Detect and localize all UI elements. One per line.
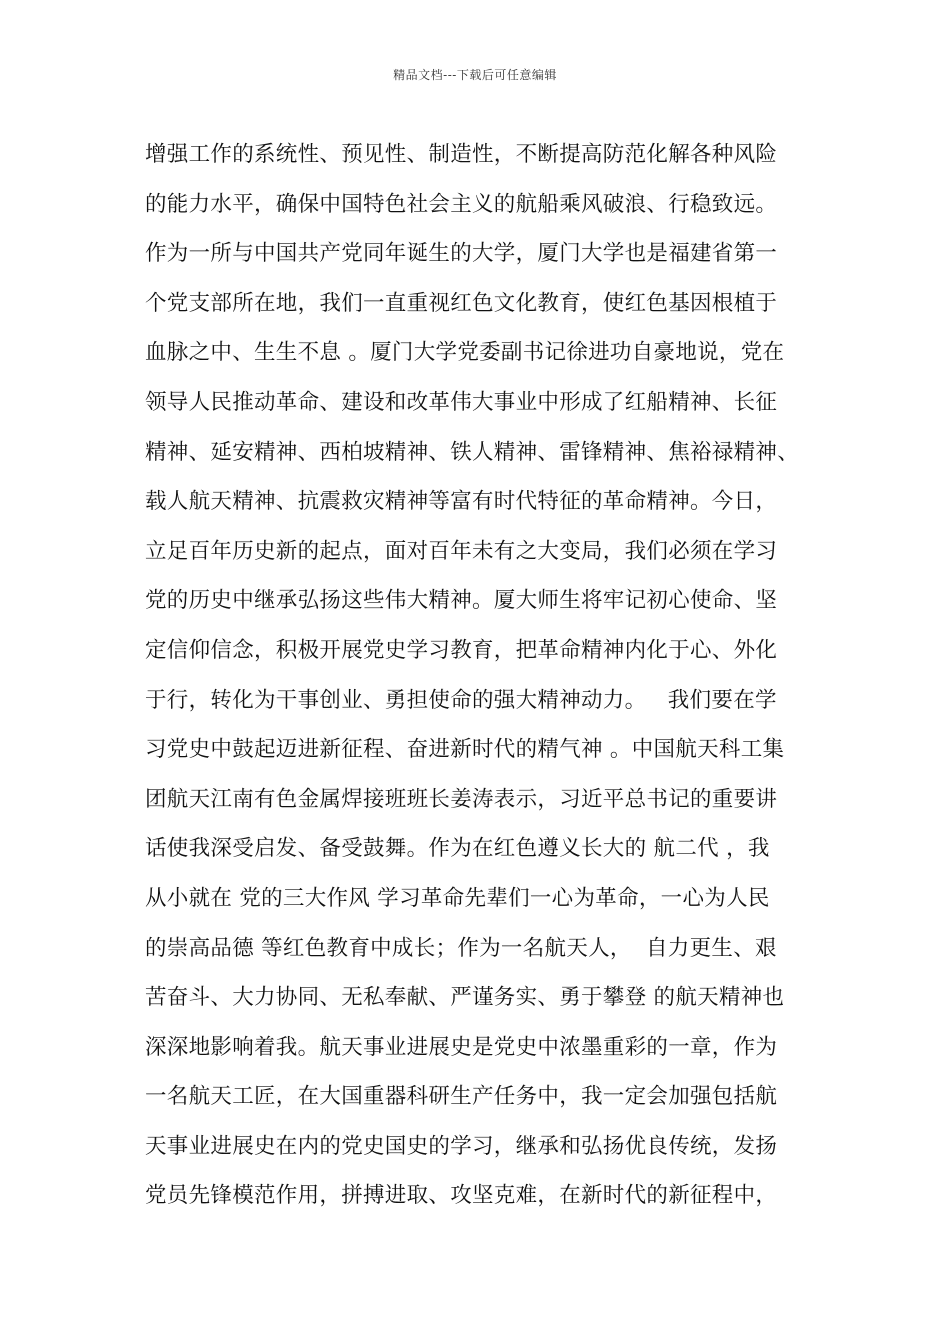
text-line: 精神、延安精神、西柏坡精神、铁人精神、雷锋精神、焦裕禄精神、 bbox=[145, 439, 800, 465]
text-line: 话使我深受启发、备受鼓舞。作为在红色遵义长大的 航二代 ，我 bbox=[145, 836, 770, 862]
text-line: 血脉之中、生生不息 。厦门大学党委副书记徐进功自豪地说，党在 bbox=[145, 340, 785, 366]
text-line: 从小就在 党的三大作风 学习革命先辈们一心为革命，一心为人民 bbox=[145, 885, 770, 911]
text-line: 深深地影响着我。航天事业进展史是党史中浓墨重彩的一章，作为 bbox=[145, 1034, 778, 1060]
text-line: 的崇高品德 等红色教育中成长；作为一名航天人， 自力更生、艰 bbox=[145, 935, 777, 961]
text-line: 个党支部所在地，我们一直重视红色文化教育，使红色基因根植于 bbox=[145, 290, 778, 316]
text-line: 习党史中鼓起迈进新征程、奋进新时代的精气神 。中国航天科工集 bbox=[145, 737, 785, 763]
text-line: 一名航天工匠，在大国重器科研生产任务中，我一定会加强包括航 bbox=[145, 1084, 778, 1110]
text-line: 党员先锋模范作用，拼搏进取、攻坚克难，在新时代的新征程中， bbox=[145, 1183, 778, 1209]
text-line: 领导人民推动革命、建设和改革伟大事业中形成了红船精神、长征 bbox=[145, 389, 778, 415]
document-body bbox=[145, 130, 825, 1221]
text-line: 立足百年历史新的起点，面对百年未有之大变局，我们必须在学习 bbox=[145, 538, 778, 564]
text-line: 苦奋斗、大力协同、无私奉献、严谨务实、勇于攀登 的航天精神也 bbox=[145, 985, 785, 1011]
text-line: 团航天江南有色金属焊接班班长姜涛表示，习近平总书记的重要讲 bbox=[145, 786, 778, 812]
text-line: 增强工作的系统性、预见性、制造性，不断提高防范化解各种风险 bbox=[145, 142, 778, 167]
page-header: 精品文档---下载后可任意编辑 bbox=[393, 68, 557, 82]
text-line: 载人航天精神、抗震救灾精神等富有时代特征的革命精神。今日， bbox=[145, 489, 778, 515]
text-line: 定信仰信念，积极开展党史学习教育，把革命精神内化于心、外化 bbox=[145, 637, 778, 663]
text-line: 于行，转化为干事创业、勇担使命的强大精神动力。 我们要在学 bbox=[145, 687, 777, 713]
text-line: 作为一所与中国共产党同年诞生的大学，厦门大学也是福建省第一 bbox=[145, 241, 778, 267]
text-line: 天事业进展史在内的党史国史的学习，继承和弘扬优良传统，发扬 bbox=[145, 1133, 778, 1159]
text-line: 党的历史中继承弘扬这些伟大精神。厦大师生将牢记初心使命、坚 bbox=[145, 588, 778, 614]
text-line: 的能力水平，确保中国特色社会主义的航船乘风破浪、行稳致远。 bbox=[145, 191, 778, 217]
